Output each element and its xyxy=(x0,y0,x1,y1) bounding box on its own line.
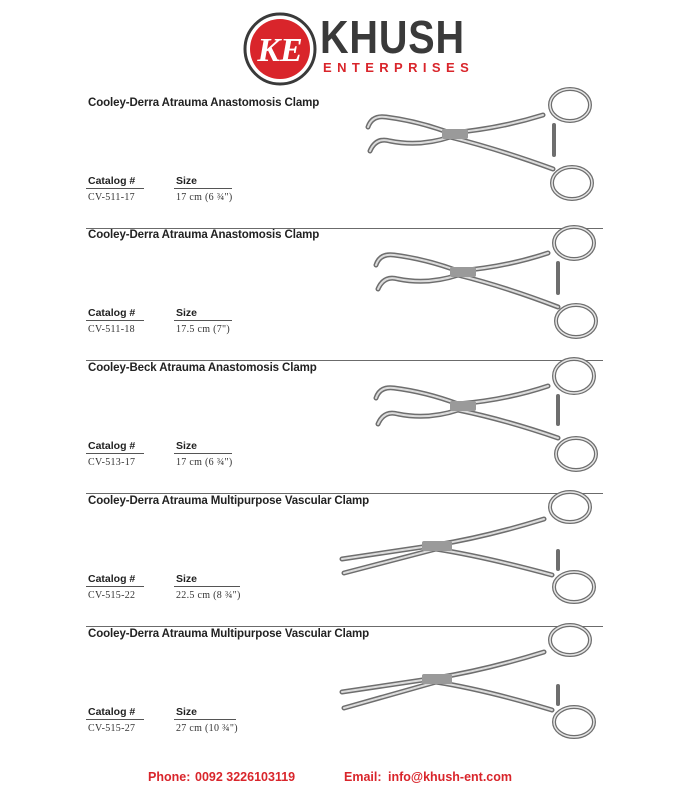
email-link[interactable]: info@khush-ent.com xyxy=(388,770,512,784)
brand-name: KHUSH xyxy=(320,11,465,63)
catalog-label: Catalog # xyxy=(88,706,136,718)
size-rule xyxy=(174,320,232,321)
size-value: 17.5 cm (7") xyxy=(176,324,231,335)
size-rule xyxy=(174,188,232,189)
size-rule xyxy=(174,586,240,587)
curved-anastomosis-clamp-icon xyxy=(366,223,600,347)
catalog-label: Catalog # xyxy=(88,440,136,452)
product-title: Cooley-Derra Atrauma Multipurpose Vascular Clamp xyxy=(88,628,370,640)
product-title: Cooley-Derra Atrauma Anastomosis Clamp xyxy=(88,97,320,109)
catalog-number: CV-513-17 xyxy=(88,457,136,468)
curved-anastomosis-clamp-icon xyxy=(358,85,598,209)
contact-footer xyxy=(0,770,689,792)
product-title: Cooley-Beck Atrauma Anastomosis Clamp xyxy=(88,362,317,374)
catalog-number: CV-515-22 xyxy=(88,590,136,601)
catalog-label: Catalog # xyxy=(88,175,136,187)
size-rule xyxy=(174,719,236,720)
ke-logo-icon xyxy=(243,12,317,86)
product-section-1 xyxy=(86,97,603,229)
catalog-number: CV-515-27 xyxy=(88,723,136,734)
size-value: 27 cm (10 ¾") xyxy=(176,723,238,734)
product-section-3 xyxy=(86,362,603,494)
size-rule xyxy=(174,453,232,454)
product-section-4 xyxy=(86,495,603,627)
catalog-rule xyxy=(86,453,144,454)
catalog-number: CV-511-18 xyxy=(88,324,135,335)
straight-vascular-clamp-icon xyxy=(336,622,600,742)
catalog-label: Catalog # xyxy=(88,307,136,319)
size-label: Size xyxy=(176,573,198,585)
phone-label: Phone: xyxy=(148,770,191,784)
size-value: 17 cm (6 ¾") xyxy=(176,192,233,203)
product-title: Cooley-Derra Atrauma Multipurpose Vascular Clamp xyxy=(88,495,370,507)
phone-number[interactable]: 0092 3226103119 xyxy=(195,770,296,784)
curved-anastomosis-clamp-icon xyxy=(366,354,600,478)
product-title: Cooley-Derra Atrauma Anastomosis Clamp xyxy=(88,229,320,241)
catalog-label: Catalog # xyxy=(88,573,136,585)
catalog-rule xyxy=(86,188,144,189)
size-label: Size xyxy=(176,307,198,319)
brand-subtitle: ENTERPRISES xyxy=(323,60,475,75)
straight-vascular-clamp-icon xyxy=(336,489,600,607)
size-label: Size xyxy=(176,706,198,718)
catalog-number: CV-511-17 xyxy=(88,192,135,203)
catalog-rule xyxy=(86,719,144,720)
email-label: Email: xyxy=(344,770,382,784)
product-section-5 xyxy=(86,628,603,748)
size-label: Size xyxy=(176,440,198,452)
catalog-rule xyxy=(86,320,144,321)
catalog-rule xyxy=(86,586,144,587)
size-value: 22.5 cm (8 ¾") xyxy=(176,590,241,601)
size-label: Size xyxy=(176,175,198,187)
logo-letters: KE xyxy=(257,32,303,69)
size-value: 17 cm (6 ¾") xyxy=(176,457,233,468)
product-section-2 xyxy=(86,229,603,361)
